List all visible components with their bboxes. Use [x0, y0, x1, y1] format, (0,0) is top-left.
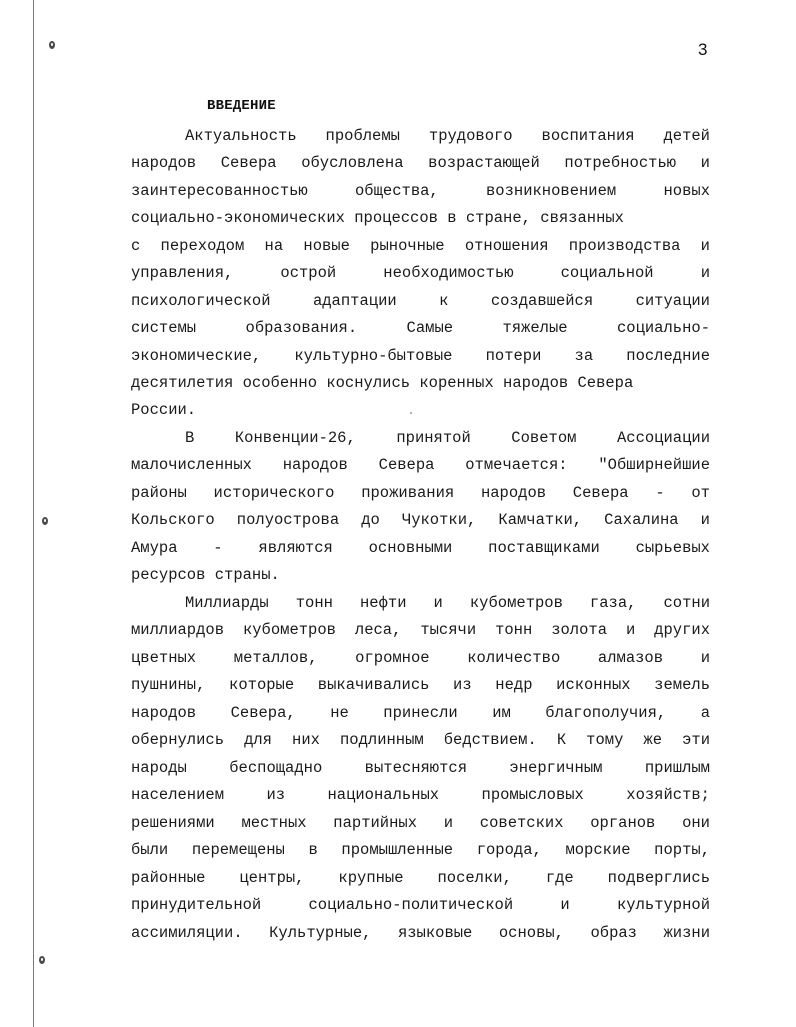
text-line: принудительной социально-политической и культурной	[131, 896, 710, 914]
text-line: социально-экономических процессов в стране, связанных	[131, 209, 624, 227]
text-line: пушнины, которые выкачивались из недр исконных земель	[131, 676, 710, 694]
text-line: населением из национальных промысловых хозяйств;	[131, 786, 710, 804]
text-line: Амура - являются основными поставщиками сырьевых	[131, 539, 710, 557]
page-left-edge	[33, 0, 34, 1027]
text-line: России.	[131, 401, 197, 419]
text-line: обернулись для них подлинным бедствием. К тому же эти	[131, 731, 710, 749]
text-line: Кольского полуострова до Чукотки, Камчатки, Сахалина и	[131, 511, 710, 529]
text-line: народы беспощадно вытесняются энергичным пришлым	[131, 759, 710, 777]
page-number: 3	[698, 40, 708, 59]
text-line: десятилетия особенно коснулись коренных народов Севера	[131, 374, 634, 392]
punch-hole-middle	[42, 517, 48, 525]
text-line: были перемещены в промышленные города, морские порты,	[131, 841, 710, 859]
text-line: народов Севера, не принесли им благополучия, а	[131, 704, 710, 722]
text-line: В Конвенции-26, принятой Советом Ассоциации	[185, 429, 710, 447]
text-line: экономические, культурно-бытовые потери за последние	[131, 347, 710, 365]
text-line: решениями местных партийных и советских органов они	[131, 814, 710, 832]
text-line: цветных металлов, огромное количество алмазов и	[131, 649, 710, 667]
text-line: Актуальность проблемы трудового воспитания детей	[185, 127, 710, 145]
text-line: миллиардов кубометров леса, тысячи тонн золота и других	[131, 621, 710, 639]
text-line: районные центры, крупные поселки, где подверглись	[131, 869, 710, 887]
text-line: ассимиляции. Культурные, языковые основы, образ жизни	[131, 924, 710, 942]
text-line: народов Севера обусловлена возрастающей потребностью и	[131, 154, 710, 172]
text-line: заинтересованностью общества, возникновением новых	[131, 182, 710, 200]
text-line: с переходом на новые рыночные отношения производства и	[131, 237, 710, 255]
text-line: ресурсов страны.	[131, 566, 280, 584]
punch-hole-top	[49, 41, 55, 49]
section-heading: ВВЕДЕНИЕ	[207, 98, 276, 114]
text-line: районы исторического проживания народов Севера - от	[131, 484, 710, 502]
text-line: психологической адаптации к создавшейся ситуации	[131, 292, 710, 310]
text-line: Миллиарды тонн нефти и кубометров газа, сотни	[185, 594, 710, 612]
text-line: системы образования. Самые тяжелые социально-	[131, 319, 710, 337]
text-line: малочисленных народов Севера отмечается: "Обширнейшие	[131, 456, 710, 474]
text-line: управления, острой необходимостью социальной и	[131, 264, 710, 282]
punch-hole-bottom	[39, 956, 45, 964]
